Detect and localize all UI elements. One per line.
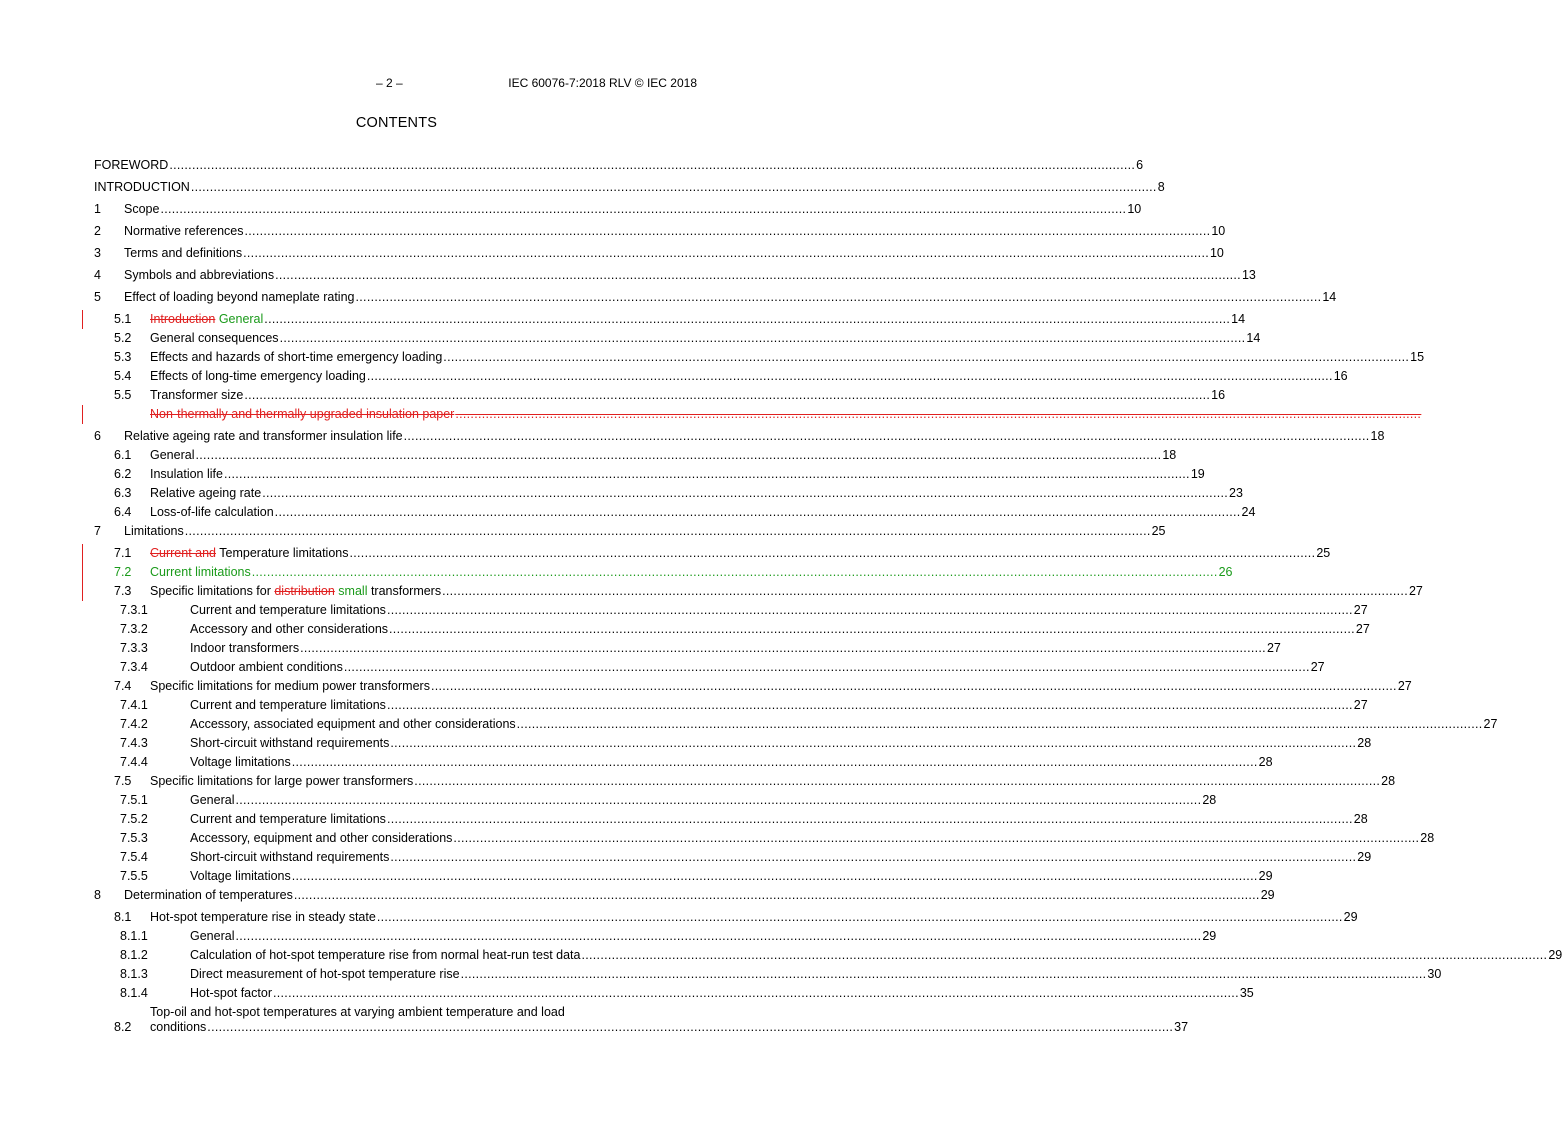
toc-page-number: 26 <box>1218 565 1233 579</box>
toc-entry-title: General <box>150 448 195 462</box>
toc-entry-title: Hot-spot temperature rise in steady state <box>150 910 376 924</box>
toc-page-number: 28 <box>1420 831 1435 845</box>
toc-entry-number: 5.4 <box>114 369 132 383</box>
toc-entry-title: General <box>190 929 235 943</box>
dot-leader <box>389 622 1355 637</box>
toc-entry[interactable] <box>94 202 1142 217</box>
toc-entry-text <box>190 967 460 982</box>
toc-entry-title: Current and temperature limitations <box>190 698 386 712</box>
toc-entry[interactable] <box>94 698 1368 713</box>
dot-leader <box>344 660 1310 675</box>
toc-entry-number: 8.1.3 <box>120 967 148 981</box>
toc-entry-number: 8.1.1 <box>120 929 148 943</box>
toc-page-number: 15 <box>1410 350 1425 364</box>
toc-entry[interactable] <box>94 565 1233 580</box>
toc-page-number: 27 <box>1353 698 1368 712</box>
toc-entry-text <box>190 755 291 770</box>
toc-entry-text <box>190 831 452 846</box>
toc-page-number: 14 <box>1246 331 1261 345</box>
toc-entry-text <box>150 312 263 327</box>
dot-leader <box>185 524 1151 539</box>
dot-leader <box>235 929 1201 944</box>
toc-entry-number: 7.1 <box>114 546 132 560</box>
toc-entry-title: Relative ageing rate <box>150 486 262 500</box>
toc-page-number: 29 <box>1343 910 1358 924</box>
toc-entry-number: 7.5 <box>114 774 132 788</box>
toc-entry-number: 7.3.4 <box>120 660 148 674</box>
toc-entry[interactable] <box>94 1005 1189 1035</box>
toc-entry[interactable] <box>94 486 1243 501</box>
toc-page-number: 37 <box>1174 1020 1189 1034</box>
toc-entry[interactable] <box>94 641 1281 656</box>
toc-entry[interactable] <box>94 524 1166 539</box>
toc-entry-number: 2 <box>94 224 101 238</box>
toc-page-number: 27 <box>1266 641 1281 655</box>
toc-entry-number: 7.4.4 <box>120 755 148 769</box>
toc-entry-title: Relative ageing rate and transformer insulation life <box>124 429 403 443</box>
toc-page-number: 18 <box>1370 429 1385 443</box>
deleted-text: distribution <box>274 584 335 598</box>
toc-page-number: 30 <box>1427 967 1442 981</box>
dot-leader <box>160 202 1126 217</box>
toc-entry-title: Effect of loading beyond nameplate rating <box>124 290 355 304</box>
toc-entry-text <box>150 407 454 422</box>
toc-entry-title: Accessory, equipment and other considerations <box>190 831 453 845</box>
toc-entry-text <box>190 641 299 656</box>
toc-entry-text <box>150 350 442 365</box>
toc-entry[interactable] <box>94 407 698 422</box>
dot-leader <box>244 388 1210 403</box>
dot-leader <box>273 986 1239 1001</box>
toc-entry[interactable] <box>94 679 1412 694</box>
inserted-text: small <box>338 584 368 598</box>
dot-leader <box>275 268 1241 283</box>
toc-entry-text <box>190 660 343 675</box>
toc-entry-text <box>190 850 389 865</box>
toc-entry-number: 8.1.4 <box>120 986 148 1000</box>
dot-leader <box>461 967 1427 982</box>
toc-entry-title: Effects and hazards of short-time emergency loading <box>150 350 443 364</box>
toc-entry-title: Indoor transformers <box>190 641 300 655</box>
toc-entry-text <box>150 448 194 463</box>
toc-entry-text <box>150 565 251 580</box>
toc-entry[interactable] <box>94 312 1246 327</box>
toc-entry-number: 5.5 <box>114 388 132 402</box>
toc-page-number: 27 <box>1408 584 1423 598</box>
toc-page-number: 28 <box>1381 774 1396 788</box>
toc-entry[interactable] <box>94 736 1372 751</box>
dot-leader <box>442 584 1408 599</box>
toc-entry[interactable] <box>94 660 1325 675</box>
toc-entry-number: 7.2 <box>114 565 132 579</box>
toc-entry[interactable] <box>94 812 1368 827</box>
page-header <box>0 76 793 92</box>
toc-entry-title-line <box>150 1005 1188 1020</box>
toc-entry-number: 7.5.3 <box>120 831 148 845</box>
toc-entry[interactable] <box>94 158 1144 173</box>
toc-entry-number: 3 <box>94 246 101 260</box>
toc-entry[interactable] <box>94 546 1331 561</box>
toc-entry-number: 6.2 <box>114 467 132 481</box>
toc-page-number: 16 <box>1333 369 1348 383</box>
revision-change-bar <box>82 563 83 582</box>
dot-leader <box>517 717 1483 732</box>
toc-entry[interactable] <box>94 910 1358 925</box>
deleted-text: Introduction <box>150 312 216 326</box>
toc-entry[interactable] <box>94 755 1273 770</box>
toc-entry-title: Short-circuit withstand requirements <box>190 850 390 864</box>
toc-entry[interactable] <box>94 948 1562 963</box>
toc-entry-title: transformers <box>367 584 442 598</box>
toc-entry-text <box>150 467 223 482</box>
toc-entry-text <box>190 793 234 808</box>
toc-page-number: 13 <box>1241 268 1256 282</box>
toc-entry-text <box>150 388 243 403</box>
toc-entry-number: 1 <box>94 202 101 216</box>
toc-entry-title: Voltage limitations <box>190 755 291 769</box>
toc-entry-title: Direct measurement of hot-spot temperature rise <box>190 967 460 981</box>
toc-page-number: 28 <box>1353 812 1368 826</box>
table-of-contents <box>94 158 1562 1035</box>
toc-entry-number: 8.1.2 <box>120 948 148 962</box>
toc-entry-title: Temperature limitations <box>216 546 349 560</box>
toc-page-number: 28 <box>1357 736 1372 750</box>
toc-entry-text <box>124 290 355 305</box>
dot-leader <box>431 679 1397 694</box>
toc-entry-title: Calculation of hot-spot temperature rise from normal heat-run test data <box>190 948 581 962</box>
toc-entry-title: Transformer size <box>150 388 244 402</box>
toc-page-number: 24 <box>1241 505 1256 519</box>
dot-leader <box>367 369 1333 384</box>
revision-change-bar <box>82 582 83 601</box>
toc-entry-title: Voltage limitations <box>190 869 291 883</box>
toc-entry-number: 7.5.4 <box>120 850 148 864</box>
toc-page-number: 8 <box>1157 180 1165 194</box>
toc-entry-text <box>94 180 190 195</box>
document-reference: IEC 60076-7:2018 RLV © IEC 2018 <box>508 76 697 90</box>
toc-entry-text <box>150 910 376 925</box>
inserted-text: General <box>218 312 264 326</box>
toc-entry-number: 7.4.3 <box>120 736 148 750</box>
dot-leader <box>280 331 1246 346</box>
dot-leader <box>455 407 1421 422</box>
toc-entry[interactable] <box>94 448 1177 463</box>
toc-entry[interactable] <box>94 331 1261 346</box>
toc-entry[interactable] <box>94 246 1224 261</box>
toc-entry[interactable] <box>94 888 1275 903</box>
toc-entry-number: 8.2 <box>114 1020 132 1034</box>
toc-entry-text <box>124 524 184 539</box>
toc-entry[interactable] <box>94 467 1205 482</box>
toc-entry-text <box>124 202 159 217</box>
toc-page-number: 10 <box>1127 202 1142 216</box>
revision-change-bar <box>82 544 83 563</box>
toc-entry-number: 8 <box>94 888 101 902</box>
dot-leader <box>387 812 1353 827</box>
toc-entry-number: 6.3 <box>114 486 132 500</box>
toc-entry-number: 4 <box>94 268 101 282</box>
dot-leader <box>264 312 1230 327</box>
dot-leader <box>581 948 1547 963</box>
toc-entry[interactable] <box>94 622 1370 637</box>
toc-entry-text <box>150 486 261 501</box>
toc-entry-number: 6.1 <box>114 448 132 462</box>
toc-page-number: 27 <box>1310 660 1325 674</box>
toc-page-number: 28 <box>1258 755 1273 769</box>
toc-entry[interactable] <box>94 793 1217 808</box>
toc-entry-title: Non-thermally and thermally upgraded insulation paper <box>150 407 455 421</box>
toc-entry[interactable] <box>94 967 1442 982</box>
toc-page-number: 27 <box>1355 622 1370 636</box>
dot-leader <box>243 246 1209 261</box>
toc-entry[interactable] <box>94 388 1226 403</box>
toc-entry-title: INTRODUCTION <box>94 180 190 194</box>
toc-entry-title: Effects of long-time emergency loading <box>150 369 366 383</box>
toc-page-number: 16 <box>1211 388 1226 402</box>
toc-entry-text <box>124 268 274 283</box>
toc-entry-title: Normative references <box>124 224 244 238</box>
toc-entry-title: Specific limitations for large power transformers <box>150 774 414 788</box>
dot-leader <box>235 793 1201 808</box>
toc-entry-title: Current and temperature limitations <box>190 812 386 826</box>
toc-page-number: 25 <box>1151 524 1166 538</box>
dot-leader <box>191 180 1157 195</box>
dot-leader <box>169 158 1135 173</box>
toc-entry-number: 6 <box>94 429 101 443</box>
toc-entry-number: 8.1 <box>114 910 132 924</box>
toc-entry-number: 7.3.1 <box>120 603 148 617</box>
toc-entry-text <box>190 812 386 827</box>
toc-page-number: 14 <box>1322 290 1337 304</box>
page-number: – 2 – <box>376 76 403 90</box>
toc-entry-text <box>190 622 388 637</box>
toc-page-number: 28 <box>1202 793 1217 807</box>
toc-page-number: 29 <box>1548 948 1562 962</box>
toc-entry-number: 7.5.1 <box>120 793 148 807</box>
toc-page-number: 19 <box>1190 467 1205 481</box>
toc-entry-text <box>150 546 348 561</box>
toc-entry-title-continuation: conditions <box>150 1020 207 1034</box>
dot-leader <box>294 888 1260 903</box>
revision-change-bar <box>82 405 83 424</box>
toc-entry-text <box>190 717 516 732</box>
toc-entry-text <box>190 929 234 944</box>
toc-entry-number: 7.4 <box>114 679 132 693</box>
dot-leader <box>390 850 1356 865</box>
toc-entry-number: 7.4.2 <box>120 717 148 731</box>
toc-entry[interactable] <box>94 429 1385 444</box>
toc-entry-text <box>124 224 244 239</box>
toc-page-number: 6 <box>1136 158 1144 172</box>
dot-leader <box>224 467 1190 482</box>
dot-leader <box>207 1020 1173 1035</box>
toc-entry-number: 5.2 <box>114 331 132 345</box>
toc-entry-number: 7 <box>94 524 101 538</box>
toc-entry-title: FOREWORD <box>94 158 169 172</box>
toc-entry[interactable] <box>94 290 1337 305</box>
toc-entry-title: General <box>190 793 235 807</box>
toc-entry-number: 6.4 <box>114 505 132 519</box>
dot-leader <box>390 736 1356 751</box>
toc-entry-text <box>190 986 272 1001</box>
dot-leader <box>262 486 1228 501</box>
toc-entry[interactable] <box>94 929 1217 944</box>
toc-entry-number: 5.3 <box>114 350 132 364</box>
toc-page-number: 14 <box>1231 312 1246 326</box>
toc-entry-title: Top-oil and hot-spot temperatures at varying ambient temperature and load <box>150 1005 565 1019</box>
toc-entry-text <box>190 698 386 713</box>
toc-page-number: 10 <box>1209 246 1224 260</box>
toc-entry-title: Short-circuit withstand requirements <box>190 736 390 750</box>
dot-leader <box>349 546 1315 561</box>
toc-entry-text <box>150 584 441 599</box>
dot-leader <box>453 831 1419 846</box>
toc-entry-number: 7.3.2 <box>120 622 148 636</box>
toc-entry[interactable] <box>94 369 1348 384</box>
toc-entry-text <box>150 369 366 384</box>
dot-leader <box>356 290 1322 305</box>
toc-entry-text <box>150 679 430 694</box>
toc-entry-title: Limitations <box>124 524 184 538</box>
dot-leader <box>300 641 1266 656</box>
page-title: CONTENTS <box>355 115 438 131</box>
toc-entry[interactable] <box>94 584 1423 599</box>
toc-entry-title: Terms and definitions <box>124 246 243 260</box>
toc-page-number: 29 <box>1357 850 1372 864</box>
toc-entry-number: 5 <box>94 290 101 304</box>
toc-entry-text <box>190 736 389 751</box>
toc-entry-title: Symbols and abbreviations <box>124 268 275 282</box>
toc-entry-number: 5.1 <box>114 312 132 326</box>
toc-entry[interactable] <box>94 850 1372 865</box>
dot-leader <box>195 448 1161 463</box>
toc-entry-number: 7.4.1 <box>120 698 148 712</box>
dot-leader <box>443 350 1409 365</box>
toc-entry-title: Scope <box>124 202 160 216</box>
toc-entry[interactable] <box>94 350 1425 365</box>
toc-entry-title: Outdoor ambient conditions <box>190 660 343 674</box>
toc-page-number: 27 <box>1397 679 1412 693</box>
toc-entry-title: Specific limitations for <box>150 584 275 598</box>
toc-page-number: 23 <box>1229 486 1243 500</box>
toc-entry[interactable] <box>94 224 1226 239</box>
toc-entry[interactable] <box>94 505 1256 520</box>
toc-entry-title: Specific limitations for medium power transformers <box>150 679 430 693</box>
toc-entry-text <box>190 948 580 963</box>
toc-page-number: 29 <box>1260 888 1275 902</box>
revision-change-bar <box>82 310 83 329</box>
toc-entry-text <box>150 331 279 346</box>
dot-leader <box>275 505 1241 520</box>
toc-entry-text <box>124 429 403 444</box>
toc-page-number: 29 <box>1202 929 1217 943</box>
toc-entry[interactable] <box>94 986 1254 1001</box>
toc-entry-text <box>150 505 274 520</box>
toc-entry[interactable] <box>94 774 1396 789</box>
toc-entry[interactable] <box>94 180 1165 195</box>
dot-leader <box>252 565 1218 580</box>
toc-page-number: 25 <box>1316 546 1331 560</box>
toc-entry-title: Loss-of-life calculation <box>150 505 274 519</box>
toc-entry-title: Accessory and other considerations <box>190 622 389 636</box>
toc-page-number: 27 <box>1353 603 1368 617</box>
toc-entry-text <box>150 774 413 789</box>
toc-entry[interactable] <box>94 869 1273 884</box>
toc-entry-title: Insulation life <box>150 467 223 481</box>
toc-entry-text <box>124 888 293 903</box>
toc-entry[interactable] <box>94 268 1256 283</box>
toc-entry-number: 7.5.2 <box>120 812 148 826</box>
dot-leader <box>292 755 1258 770</box>
toc-entry-number: 7.5.5 <box>120 869 148 883</box>
toc-entry-number: 7.3 <box>114 584 132 598</box>
toc-page-number: 29 <box>1258 869 1273 883</box>
toc-entry-title: General consequences <box>150 331 279 345</box>
toc-entry-title: Determination of temperatures <box>124 888 293 902</box>
toc-entry-text <box>124 246 242 261</box>
toc-page-number: 27 <box>1483 717 1498 731</box>
toc-entry-title: Current and temperature limitations <box>190 603 386 617</box>
toc-entry[interactable] <box>94 831 1435 846</box>
toc-entry-title: Current limitations <box>150 565 251 579</box>
toc-entry-title: Hot-spot factor <box>190 986 272 1000</box>
toc-entry[interactable] <box>94 717 1498 732</box>
toc-entry-number: 7.3.3 <box>120 641 148 655</box>
toc-entry-text <box>94 158 168 173</box>
toc-page-number: 35 <box>1239 986 1254 1000</box>
dot-leader <box>404 429 1370 444</box>
dot-leader <box>387 603 1353 618</box>
dot-leader <box>292 869 1258 884</box>
toc-page-number: 10 <box>1211 224 1226 238</box>
deleted-text: Current and <box>150 546 217 560</box>
toc-page-number: 18 <box>1162 448 1177 462</box>
dot-leader <box>414 774 1380 789</box>
toc-entry-title: Accessory, associated equipment and other considerations <box>190 717 516 731</box>
toc-entry[interactable] <box>94 603 1368 618</box>
dot-leader <box>387 698 1353 713</box>
dot-leader <box>245 224 1211 239</box>
toc-entry-text <box>190 603 386 618</box>
dot-leader <box>377 910 1343 925</box>
toc-entry-text <box>190 869 291 884</box>
